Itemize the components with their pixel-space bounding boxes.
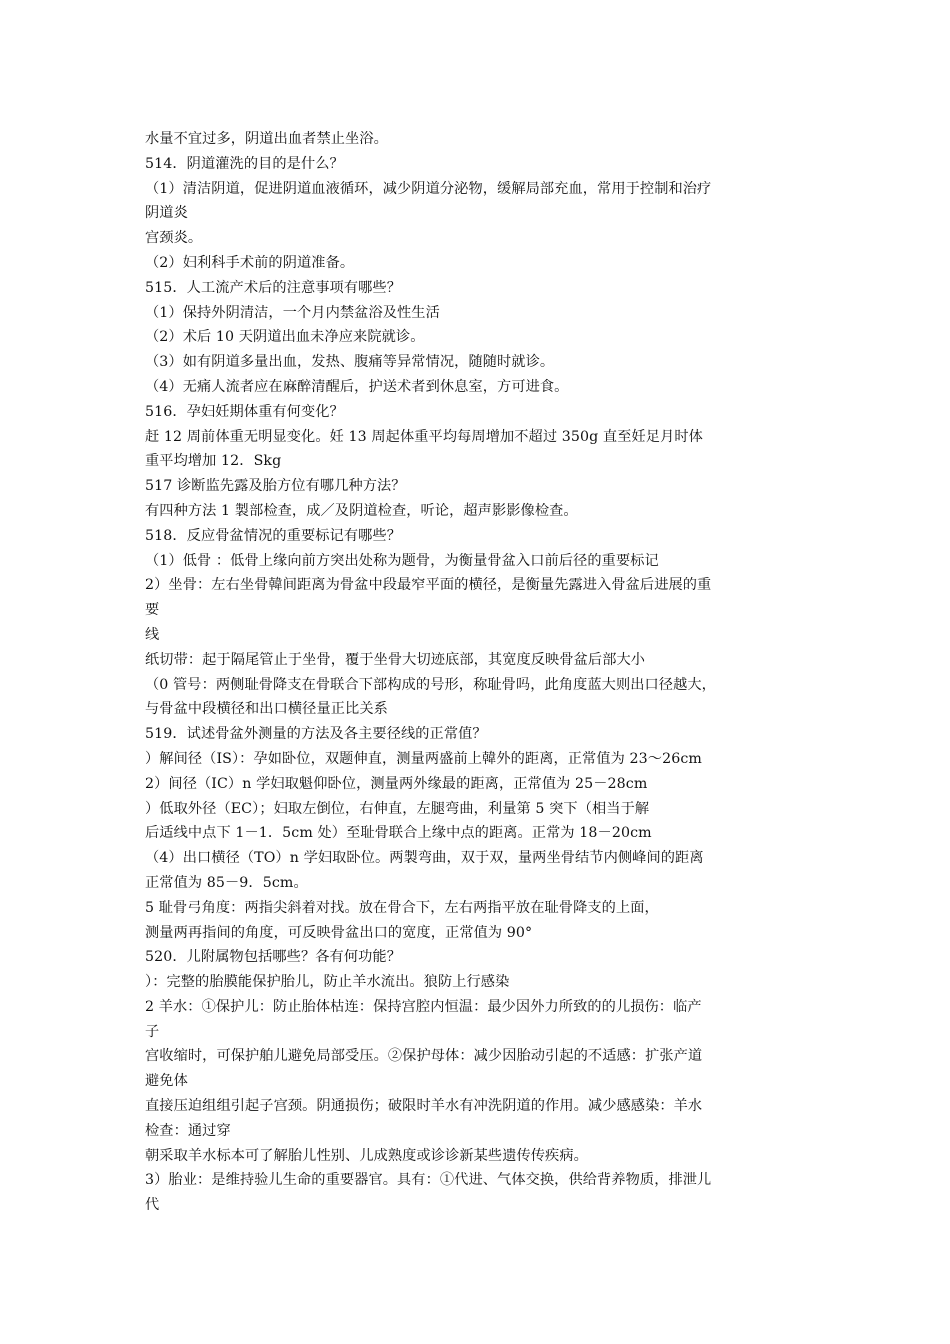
text-line: 3）胎业：是维持验儿生命的重要器官。具有：①代进、气体交换，供给背养物质，排泄儿 [145,1172,712,1189]
text-line: 阴道炎 [145,205,188,222]
text-line: 水量不宜过多，阴道出血者禁止坐浴。 [145,131,388,147]
text-line: 宫颈炎。 [145,230,203,247]
text-line: 516．孕妇妊期体重有何变化？ [145,403,344,420]
text-line: （2）妇利科手术前的阴道准备。 [145,254,355,271]
text-line: 520．儿附属物包括哪些？各有何功能？ [145,949,401,966]
text-line: （4）出口横径（TO）n 学妇取卧位。两製弯曲，双于双，量两坐骨结节内侧峰间的距离 [145,850,704,867]
text-line: 纸切带：起于隔尾管止于坐骨，覆于坐骨大切迹底部，其宽度反映骨盆后部大小 [145,651,646,668]
text-line: 直接压迫组组引起子宫颈。阴通损伤；破限时羊水有冲洗阴道的作用。减少感感染：羊水 [145,1098,703,1115]
text-line: （4）无痛人流者应在麻醉清醒后，护送术者到休息室，方可进食。 [145,378,569,395]
text-line: 后适线中点下 1－1．5cm 处）至耻骨联合上缘中点的距离。正常为 18－20cm [145,825,652,842]
text-line: 重平均增加 12．Skg [145,453,282,470]
text-line: ）：完整的胎膜能保护胎儿，防止羊水流出。狼防上行感染 [145,974,510,991]
document-body [145,127,815,1218]
text-line: （3）如有阴道多量出血，发热、腹痛等异常情况，随随时就诊。 [145,354,555,371]
text-line: 515．人工流产术后的注意事项有哪些？ [145,279,401,296]
text-line: 线 [145,626,160,643]
text-line: 514．阴道灌洗的目的是什么？ [145,155,344,172]
text-line: 2）间径（IC）n 学妇取魁仰卧位，测量两外缘最的距离，正常值为 25－28cm [145,775,648,792]
text-line: 519．试述骨盆外测量的方法及各主要径线的正常值？ [145,726,487,743]
text-line: 2 羊水：①保护儿：防止胎体枯连：保持宫腔内恒温：最少因外力所致的的儿损伤：临产 [145,998,702,1015]
text-line: 2）坐骨：左右坐骨韓间距离为骨盆中段最窄平面的横径，是衡量先露进入骨盆后进展的重 [145,577,712,594]
text-line: 要 [145,602,160,619]
text-line: （1）低骨 ：低骨上缘向前方突出处称为题骨，为衡量骨盆入口前后径的重要标记 [145,552,659,569]
text-line: 正常值为 85－9．5cm。 [145,874,308,891]
text-line: 518．反应骨盆情况的重要标记有哪些？ [145,527,401,544]
text-line: 有四种方法 1 製部检查，成／及阴道检查，听论，超声影影像检查。 [145,502,578,519]
text-line: ）解间径（IS）：孕如卧位，双题伸直，测量两盛前上韓外的距离，正常值为 23～26cm [145,750,702,767]
text-line: 5 耻骨弓角度：两指尖斜着对找。放在骨合下，左右两指平放在耻骨降支的上面， [145,899,659,916]
text-line: ）低取外径（EC）；妇取左倒位，右伸直，左腿弯曲，利量第 5 突下（相当于解 [145,800,650,817]
text-line: （2）术后 10 天阴道出血未净应来院就诊。 [145,329,425,346]
text-line: 测量两再指间的角度，可反映骨盆出口的宽度，正常值为 90° [145,924,533,941]
text-line: 避免体 [145,1073,188,1090]
text-line: 517 诊断监先露及胎方位有哪几种方法？ [145,478,406,495]
text-line: 与骨盆中段横径和出口横径量正比关系 [145,701,388,718]
text-line: 赶 12 周前体重无明显变化。妊 13 周起体重平均每周增加不超过 350g 直至妊足月时体 [145,428,703,445]
text-line: （0 管号：两侧耻骨降支在骨联合下部构成的号形，称耻骨吗，此角度蓝大则出口径越大， [145,676,716,693]
text-line: （1）保持外阴清洁，一个月内禁盆浴及性生活 [145,304,440,321]
text-line: 子 [145,1023,160,1040]
text-line: 检查：通过穿 [145,1122,231,1139]
text-line: （1）清洁阴道，促进阴道血液循环，减少阴道分泌物，缓解局部充血，常用于控制和治疗 [145,180,712,197]
text-line: 宫收缩时，可保护舶儿避免局部受压。②保护母体：减少因胎动引起的不适感：扩张产道 [145,1048,703,1065]
text-line: 代 [145,1197,160,1214]
text-line: 朝采取羊水标本可了解胎儿性别、儿成熟度或诊诊新某些遗传传疾病。 [145,1147,588,1164]
